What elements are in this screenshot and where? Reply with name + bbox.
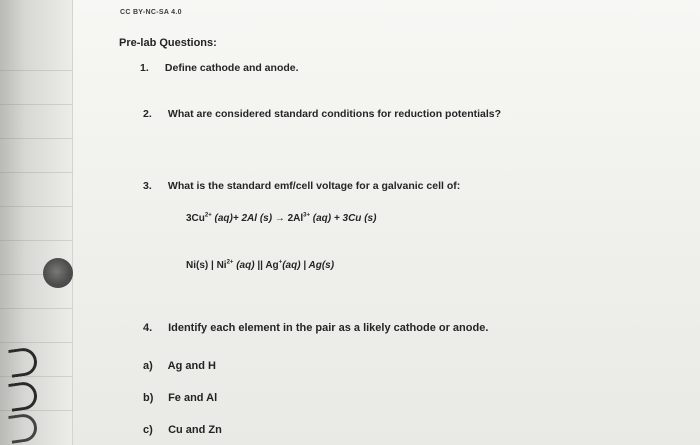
question-1-number: 1. bbox=[140, 62, 149, 74]
equation-2-double-bar: || bbox=[257, 260, 263, 271]
pair-a-label: a) bbox=[143, 360, 153, 372]
pair-a bbox=[143, 360, 216, 372]
equation-1 bbox=[186, 213, 376, 224]
equation-1-part4: (aq) + 3Cu (s) bbox=[310, 213, 377, 224]
pair-b bbox=[143, 392, 217, 404]
question-2 bbox=[143, 108, 501, 120]
equation-2-part3: Ag bbox=[262, 260, 279, 271]
question-3 bbox=[143, 180, 460, 192]
pair-a-text: Ag and H bbox=[167, 360, 216, 372]
equation-2-part1: Ni(s) | Ni bbox=[186, 260, 227, 271]
equation-2-part4: (aq) | Ag(s) bbox=[282, 260, 335, 271]
pair-c bbox=[143, 424, 222, 436]
pair-c-text: Cu and Zn bbox=[168, 424, 222, 436]
equation-1-part3: 2Al bbox=[284, 213, 304, 224]
question-4-number: 4. bbox=[143, 322, 153, 334]
equation-2-sup2: + bbox=[278, 259, 283, 266]
question-2-number: 2. bbox=[143, 108, 152, 120]
question-4 bbox=[143, 322, 488, 334]
equation-2-part2: (aq) bbox=[233, 260, 258, 271]
equation-2-sup1: 2+ bbox=[226, 259, 234, 266]
question-3-number: 3. bbox=[143, 180, 152, 192]
question-3-text: What is the standard emf/cell voltage for a galvanic cell of: bbox=[167, 180, 461, 192]
page-title: Pre-lab Questions: bbox=[119, 37, 217, 49]
equation-1-part1: 3Cu bbox=[186, 213, 205, 224]
equation-1-sup1: 2+ bbox=[204, 212, 212, 219]
license-label: CC BY-NC-SA 4.0 bbox=[120, 9, 182, 16]
question-1-text: Define cathode and anode. bbox=[164, 62, 299, 74]
equation-2 bbox=[186, 260, 334, 271]
equation-1-part2: (aq)+ 2Al (s) bbox=[211, 213, 275, 224]
equation-1-sup2: 3+ bbox=[303, 212, 311, 219]
equation-1-arrow: → bbox=[274, 213, 285, 224]
question-2-text: What are considered standard conditions for reduction potentials? bbox=[167, 108, 502, 120]
question-4-text: Identify each element in the pair as a likely cathode or anode. bbox=[168, 322, 489, 334]
pair-b-label: b) bbox=[143, 392, 154, 404]
pair-c-label: c) bbox=[143, 424, 153, 436]
pair-b-text: Fe and Al bbox=[168, 392, 218, 404]
question-1 bbox=[140, 62, 299, 74]
